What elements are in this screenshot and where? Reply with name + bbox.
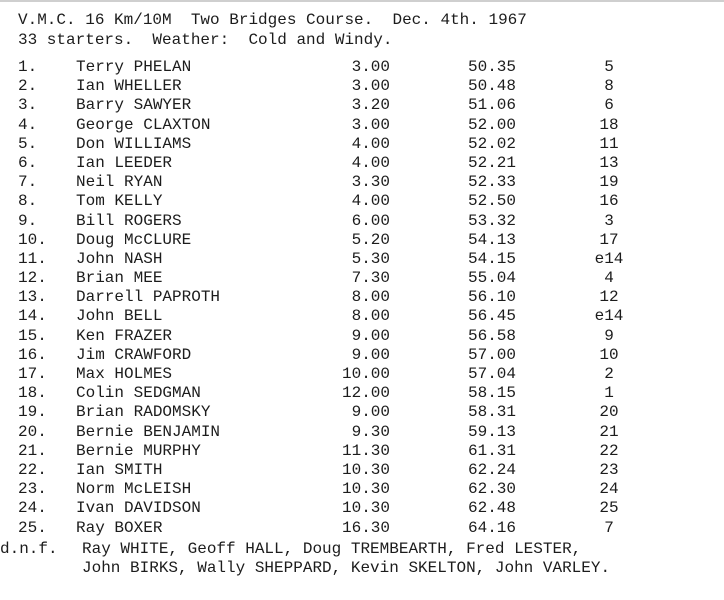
handicap-value: 3.00 [351, 77, 390, 96]
finish-time: 52.21 [468, 153, 517, 172]
finish-time: 62.48 [468, 499, 517, 518]
finish-time: 52.00 [468, 115, 517, 134]
result-row [0, 480, 724, 499]
runner-name: George CLAXTON [76, 115, 211, 134]
result-position: 15. [18, 326, 47, 345]
result-row [0, 173, 724, 192]
runner-name: Neil RYAN [76, 173, 163, 192]
result-position: 6. [18, 153, 38, 172]
result-row [0, 403, 724, 422]
result-position: 5. [18, 134, 38, 153]
fastest-time-rank: 3 [604, 211, 614, 230]
handicap-value: 16.30 [341, 518, 390, 537]
runner-name: Bill ROGERS [76, 211, 182, 230]
results-list [0, 58, 724, 538]
result-row [0, 135, 724, 154]
finish-time: 52.33 [468, 173, 517, 192]
result-position: 20. [18, 422, 47, 441]
result-position: 16. [18, 345, 47, 364]
result-row [0, 365, 724, 384]
handicap-value: 9.00 [351, 345, 390, 364]
result-position: 25. [18, 518, 47, 537]
finish-time: 64.16 [468, 518, 517, 537]
fastest-time-rank: 21 [599, 422, 619, 441]
fastest-time-rank: 17 [599, 230, 619, 249]
runner-name: Don WILLIAMS [76, 134, 192, 153]
handicap-value: 12.00 [341, 384, 390, 403]
fastest-time-rank: 9 [604, 326, 614, 345]
result-position: 11. [18, 249, 47, 268]
runner-name: Bernie BENJAMIN [76, 422, 221, 441]
result-row [0, 519, 724, 538]
runner-name: Brian RADOMSKY [76, 403, 211, 422]
result-row [0, 269, 724, 288]
finish-time: 52.50 [468, 192, 517, 211]
result-row [0, 250, 724, 269]
fastest-time-rank: 10 [599, 345, 619, 364]
fastest-time-rank: 2 [604, 365, 614, 383]
fastest-time-rank: 13 [599, 153, 619, 172]
handicap-value: 10.30 [341, 499, 390, 518]
runner-name: Ian LEEDER [76, 153, 173, 172]
result-row [0, 499, 724, 518]
finish-time: 54.13 [468, 230, 517, 249]
fastest-time-rank: e14 [594, 249, 624, 268]
fastest-time-rank: 5 [604, 58, 614, 76]
fastest-time-rank: 24 [599, 480, 619, 499]
handicap-value: 9.30 [351, 422, 390, 441]
result-row [0, 327, 724, 346]
handicap-value: 8.00 [351, 288, 390, 307]
finish-time: 61.31 [468, 441, 517, 460]
runner-name: Max HOLMES [76, 365, 173, 383]
handicap-value: 5.30 [351, 249, 390, 268]
fastest-time-rank: 1 [604, 384, 614, 403]
fastest-time-rank: 20 [599, 403, 619, 422]
fastest-time-rank: 8 [604, 77, 614, 96]
result-position: 4. [18, 115, 38, 134]
result-position: 9. [18, 211, 38, 230]
finish-time: 57.04 [468, 365, 517, 383]
top-rule [0, 0, 724, 2]
handicap-value: 4.00 [351, 134, 390, 153]
runner-name: Ray BOXER [76, 518, 163, 537]
result-row [0, 96, 724, 115]
runner-name: Terry PHELAN [76, 58, 192, 76]
result-position: 14. [18, 307, 47, 326]
result-row [0, 116, 724, 135]
handicap-value: 9.00 [351, 326, 390, 345]
runner-name: Brian MEE [76, 269, 163, 288]
result-row [0, 231, 724, 250]
handicap-value: 9.00 [351, 403, 390, 422]
dnf-names-line-2: John BIRKS, Wally SHEPPARD, Kevin SKELTON, John VARLEY. [82, 559, 611, 577]
runner-name: Ivan DAVIDSON [76, 499, 201, 518]
handicap-value: 4.00 [351, 153, 390, 172]
fastest-time-rank: 12 [599, 288, 619, 307]
handicap-value: 3.30 [351, 173, 390, 192]
finish-time: 58.31 [468, 403, 517, 422]
finish-time: 50.35 [468, 58, 517, 76]
handicap-value: 4.00 [351, 192, 390, 211]
result-row [0, 423, 724, 442]
handicap-value: 3.00 [351, 58, 390, 76]
result-position: 23. [18, 480, 47, 499]
handicap-value: 5.20 [351, 230, 390, 249]
result-row [0, 154, 724, 173]
result-row [0, 192, 724, 211]
result-position: 12. [18, 269, 47, 288]
race-title: V.M.C. 16 Km/10M Two Bridges Course. Dec. 4th. 1967 [18, 11, 527, 29]
result-row [0, 58, 724, 77]
fastest-time-rank: 22 [599, 441, 619, 460]
result-row [0, 442, 724, 461]
result-position: 22. [18, 460, 47, 479]
result-position: 17. [18, 365, 47, 383]
runner-name: Bernie MURPHY [76, 441, 201, 460]
runner-name: Norm McLEISH [76, 480, 192, 499]
fastest-time-rank: 19 [599, 173, 619, 192]
runner-name: Ian SMITH [76, 460, 163, 479]
runner-name: Darrell PAPROTH [76, 288, 221, 307]
result-position: 18. [18, 384, 47, 403]
runner-name: John NASH [76, 249, 163, 268]
dnf-label: d.n.f. [0, 540, 58, 558]
finish-time: 62.30 [468, 480, 517, 499]
dnf-names-line-1: Ray WHITE, Geoff HALL, Doug TREMBEARTH, Fred LESTER, [82, 540, 582, 558]
finish-time: 54.15 [468, 249, 517, 268]
finish-time: 50.48 [468, 77, 517, 96]
finish-time: 56.45 [468, 307, 517, 326]
result-row [0, 461, 724, 480]
handicap-value: 3.20 [351, 96, 390, 115]
runner-name: Tom KELLY [76, 192, 163, 211]
handicap-value: 10.30 [341, 460, 390, 479]
fastest-time-rank: 7 [604, 518, 614, 537]
result-row [0, 346, 724, 365]
finish-time: 59.13 [468, 422, 517, 441]
fastest-time-rank: e14 [594, 307, 624, 326]
finish-time: 51.06 [468, 96, 517, 115]
runner-name: Ian WHELLER [76, 77, 182, 96]
runner-name: Doug McCLURE [76, 230, 192, 249]
result-position: 19. [18, 403, 47, 422]
result-position: 13. [18, 288, 47, 307]
runner-name: Colin SEDGMAN [76, 384, 201, 403]
finish-time: 53.32 [468, 211, 517, 230]
result-position: 24. [18, 499, 47, 518]
result-row [0, 77, 724, 96]
handicap-value: 10.30 [341, 480, 390, 499]
finish-time: 56.58 [468, 326, 517, 345]
result-position: 8. [18, 192, 38, 211]
result-position: 3. [18, 96, 38, 115]
handicap-value: 6.00 [351, 211, 390, 230]
fastest-time-rank: 23 [599, 460, 619, 479]
result-row [0, 212, 724, 231]
finish-time: 58.15 [468, 384, 517, 403]
fastest-time-rank: 6 [604, 96, 614, 115]
handicap-value: 10.00 [341, 365, 390, 383]
result-position: 10. [18, 230, 47, 249]
runner-name: Ken FRAZER [76, 326, 173, 345]
result-position: 2. [18, 77, 38, 96]
result-row [0, 288, 724, 307]
handicap-value: 8.00 [351, 307, 390, 326]
race-conditions: 33 starters. Weather: Cold and Windy. [18, 31, 393, 49]
fastest-time-rank: 11 [599, 134, 619, 153]
runner-name: Barry SAWYER [76, 96, 192, 115]
fastest-time-rank: 4 [604, 269, 614, 288]
result-position: 7. [18, 173, 38, 192]
finish-time: 56.10 [468, 288, 517, 307]
finish-time: 52.02 [468, 134, 517, 153]
finish-time: 62.24 [468, 460, 517, 479]
finish-time: 55.04 [468, 269, 517, 288]
result-row [0, 384, 724, 403]
finish-time: 57.00 [468, 345, 517, 364]
result-row [0, 307, 724, 326]
result-position: 1. [18, 58, 38, 76]
result-position: 21. [18, 441, 47, 460]
runner-name: Jim CRAWFORD [76, 345, 192, 364]
handicap-value: 11.30 [341, 441, 390, 460]
fastest-time-rank: 18 [599, 115, 619, 134]
fastest-time-rank: 16 [599, 192, 619, 211]
fastest-time-rank: 25 [599, 499, 619, 518]
runner-name: John BELL [76, 307, 163, 326]
handicap-value: 3.00 [351, 115, 390, 134]
handicap-value: 7.30 [351, 269, 390, 288]
